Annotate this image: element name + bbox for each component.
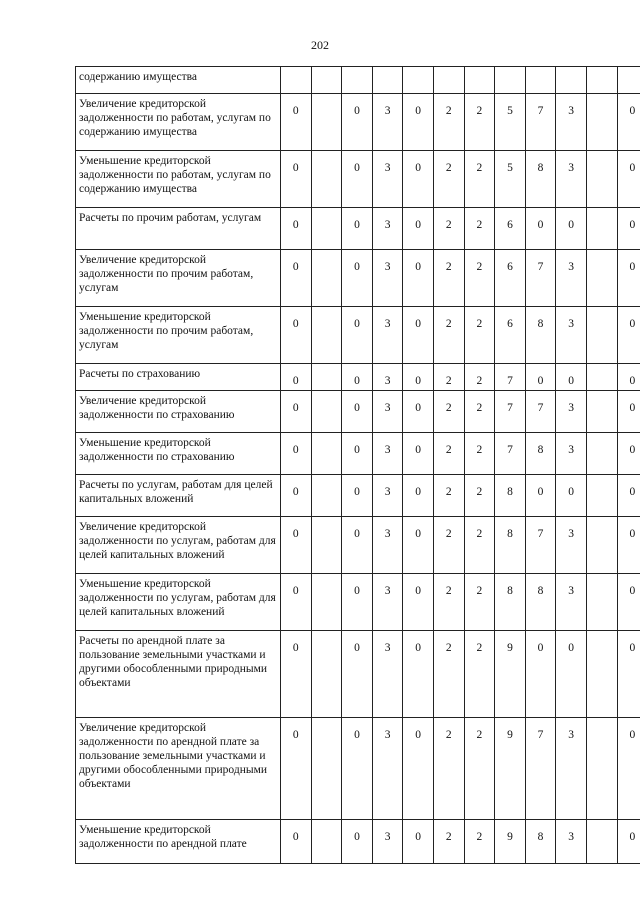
code-digit-cell: 0 — [525, 631, 556, 718]
code-digit-cell: 9 — [495, 718, 526, 820]
code-digit-cell: 0 — [617, 151, 640, 208]
code-digit-cell: 0 — [403, 250, 434, 307]
code-digit-cell — [311, 475, 342, 517]
code-digit-cell: 2 — [464, 517, 495, 574]
code-digit-cell: 3 — [372, 208, 403, 250]
table-row — [76, 94, 640, 151]
code-digit-cell — [586, 250, 617, 307]
account-name-cell: Уменьшение кредиторской задолженности по прочим работам, услугам — [76, 307, 281, 364]
code-digit-cell — [586, 718, 617, 820]
code-digit-cell: 0 — [281, 364, 312, 391]
code-digit-cell: 0 — [617, 517, 640, 574]
code-digit-cell: 0 — [342, 433, 373, 475]
code-digit-cell: 3 — [556, 94, 587, 151]
code-digit-cell: 0 — [403, 433, 434, 475]
code-digit-cell — [586, 307, 617, 364]
code-digit-cell: 0 — [617, 433, 640, 475]
account-name-cell: Увеличение кредиторской задолженности по арендной плате за пользование земельными участками и другими обособленными природными объектами — [76, 718, 281, 820]
code-digit-cell: 0 — [342, 364, 373, 391]
account-name-cell: Уменьшение кредиторской задолженности по услугам, работам для целей капитальных вложений — [76, 574, 281, 631]
code-digit-cell: 0 — [403, 820, 434, 864]
code-digit-cell: 0 — [617, 208, 640, 250]
account-name-cell: Уменьшение кредиторской задолженности по работам, услугам по содержанию имущества — [76, 151, 281, 208]
code-digit-cell: 0 — [403, 391, 434, 433]
code-digit-cell: 3 — [556, 151, 587, 208]
code-digit-cell — [586, 820, 617, 864]
code-digit-cell: 0 — [342, 820, 373, 864]
code-digit-cell: 0 — [403, 364, 434, 391]
code-digit-cell: 0 — [617, 475, 640, 517]
code-digit-cell: 0 — [342, 718, 373, 820]
code-digit-cell: 3 — [372, 151, 403, 208]
code-digit-cell: 3 — [372, 718, 403, 820]
table-row — [76, 433, 640, 475]
code-digit-cell: 0 — [342, 475, 373, 517]
code-digit-cell: 2 — [464, 718, 495, 820]
code-digit-cell: 0 — [617, 94, 640, 151]
code-digit-cell — [586, 208, 617, 250]
code-digit-cell: 3 — [556, 517, 587, 574]
table-row — [76, 475, 640, 517]
code-digit-cell: 0 — [617, 718, 640, 820]
code-digit-cell: 0 — [342, 574, 373, 631]
code-digit-cell: 0 — [403, 574, 434, 631]
code-digit-cell: 0 — [342, 307, 373, 364]
code-digit-cell: 0 — [281, 718, 312, 820]
code-digit-cell: 0 — [617, 391, 640, 433]
code-digit-cell: 7 — [525, 718, 556, 820]
code-digit-cell: 3 — [372, 631, 403, 718]
code-digit-cell: 2 — [464, 631, 495, 718]
table-row — [76, 250, 640, 307]
code-digit-cell: 0 — [403, 151, 434, 208]
code-digit-cell: 7 — [495, 433, 526, 475]
account-name-cell: содержанию имущества — [76, 67, 281, 94]
code-digit-cell: 2 — [433, 364, 464, 391]
code-digit-cell: 0 — [281, 250, 312, 307]
code-digit-cell: 0 — [403, 307, 434, 364]
code-digit-cell — [311, 631, 342, 718]
table-row — [76, 517, 640, 574]
code-digit-cell — [586, 67, 617, 94]
code-digit-cell: 8 — [495, 517, 526, 574]
code-digit-cell — [311, 364, 342, 391]
table-row — [76, 151, 640, 208]
account-name-cell: Расчеты по услугам, работам для целей капитальных вложений — [76, 475, 281, 517]
code-digit-cell: 3 — [372, 820, 403, 864]
code-digit-cell — [311, 208, 342, 250]
code-digit-cell: 3 — [556, 307, 587, 364]
account-name-cell: Расчеты по арендной плате за пользование земельными участками и другими обособленными природными объектами — [76, 631, 281, 718]
code-digit-cell: 0 — [342, 151, 373, 208]
code-digit-cell — [586, 574, 617, 631]
code-digit-cell: 3 — [372, 307, 403, 364]
code-digit-cell: 0 — [281, 208, 312, 250]
code-digit-cell — [495, 67, 526, 94]
code-digit-cell: 2 — [433, 151, 464, 208]
code-digit-cell: 0 — [403, 94, 434, 151]
code-digit-cell — [311, 94, 342, 151]
code-digit-cell: 8 — [525, 151, 556, 208]
code-digit-cell: 0 — [281, 391, 312, 433]
code-digit-cell — [372, 67, 403, 94]
code-digit-cell — [586, 631, 617, 718]
code-digit-cell — [311, 517, 342, 574]
code-digit-cell: 6 — [495, 307, 526, 364]
code-digit-cell: 3 — [556, 433, 587, 475]
code-digit-cell: 7 — [525, 517, 556, 574]
account-name-cell: Увеличение кредиторской задолженности по работам, услугам по содержанию имущества — [76, 94, 281, 151]
account-code-table — [75, 66, 640, 864]
code-digit-cell: 7 — [495, 364, 526, 391]
code-digit-cell: 0 — [281, 307, 312, 364]
code-digit-cell: 8 — [525, 820, 556, 864]
code-digit-cell: 2 — [433, 718, 464, 820]
code-digit-cell: 0 — [617, 820, 640, 864]
code-digit-cell: 2 — [464, 307, 495, 364]
code-digit-cell — [586, 433, 617, 475]
code-digit-cell: 0 — [403, 208, 434, 250]
code-digit-cell: 3 — [372, 94, 403, 151]
account-name-cell: Расчеты по страхованию — [76, 364, 281, 391]
code-digit-cell: 2 — [464, 151, 495, 208]
code-digit-cell: 0 — [525, 364, 556, 391]
code-digit-cell: 8 — [525, 433, 556, 475]
code-digit-cell: 0 — [281, 631, 312, 718]
code-digit-cell: 2 — [464, 208, 495, 250]
code-digit-cell: 2 — [464, 364, 495, 391]
code-digit-cell: 2 — [464, 94, 495, 151]
code-digit-cell: 0 — [617, 250, 640, 307]
code-digit-cell: 2 — [433, 475, 464, 517]
code-digit-cell: 0 — [617, 631, 640, 718]
code-digit-cell: 5 — [495, 151, 526, 208]
code-digit-cell: 3 — [556, 718, 587, 820]
code-digit-cell: 0 — [525, 208, 556, 250]
code-digit-cell: 0 — [281, 574, 312, 631]
code-digit-cell — [586, 94, 617, 151]
account-name-cell: Уменьшение кредиторской задолженности по страхованию — [76, 433, 281, 475]
code-digit-cell: 7 — [525, 391, 556, 433]
code-digit-cell: 2 — [433, 208, 464, 250]
code-digit-cell: 2 — [433, 94, 464, 151]
code-digit-cell: 3 — [372, 250, 403, 307]
account-name-cell: Увеличение кредиторской задолженности по страхованию — [76, 391, 281, 433]
code-digit-cell: 5 — [495, 94, 526, 151]
code-digit-cell: 0 — [617, 364, 640, 391]
code-digit-cell — [311, 820, 342, 864]
account-name-cell: Увеличение кредиторской задолженности по услугам, работам для целей капитальных вложений — [76, 517, 281, 574]
code-digit-cell: 2 — [433, 391, 464, 433]
code-digit-cell: 0 — [342, 208, 373, 250]
code-digit-cell: 2 — [464, 250, 495, 307]
code-digit-cell: 9 — [495, 820, 526, 864]
code-digit-cell: 0 — [342, 94, 373, 151]
code-digit-cell — [586, 151, 617, 208]
code-digit-cell: 0 — [342, 391, 373, 433]
code-digit-cell: 3 — [556, 820, 587, 864]
code-digit-cell: 2 — [433, 631, 464, 718]
code-digit-cell — [586, 364, 617, 391]
code-digit-cell: 2 — [433, 517, 464, 574]
code-digit-cell: 0 — [403, 475, 434, 517]
code-digit-cell — [281, 67, 312, 94]
code-digit-cell — [433, 67, 464, 94]
code-digit-cell: 2 — [464, 574, 495, 631]
code-digit-cell: 0 — [342, 517, 373, 574]
code-digit-cell: 2 — [464, 391, 495, 433]
code-digit-cell: 7 — [525, 94, 556, 151]
code-digit-cell: 3 — [556, 574, 587, 631]
table-row — [76, 208, 640, 250]
code-digit-cell: 8 — [525, 307, 556, 364]
code-digit-cell: 0 — [281, 475, 312, 517]
code-digit-cell: 7 — [525, 250, 556, 307]
code-digit-cell: 0 — [281, 94, 312, 151]
code-digit-cell: 8 — [495, 475, 526, 517]
table-row — [76, 307, 640, 364]
code-digit-cell: 0 — [525, 475, 556, 517]
code-digit-cell: 3 — [556, 391, 587, 433]
code-digit-cell: 2 — [433, 433, 464, 475]
code-digit-cell: 0 — [556, 475, 587, 517]
code-digit-cell: 7 — [495, 391, 526, 433]
table-row — [76, 391, 640, 433]
code-digit-cell — [617, 67, 640, 94]
code-digit-cell: 3 — [556, 250, 587, 307]
code-digit-cell: 0 — [281, 820, 312, 864]
code-digit-cell: 2 — [464, 820, 495, 864]
table-row — [76, 820, 640, 864]
code-digit-cell — [586, 475, 617, 517]
account-name-cell: Уменьшение кредиторской задолженности по арендной плате — [76, 820, 281, 864]
table-row — [76, 631, 640, 718]
code-digit-cell: 0 — [403, 517, 434, 574]
code-digit-cell: 8 — [525, 574, 556, 631]
code-digit-cell: 0 — [617, 307, 640, 364]
code-digit-cell: 2 — [464, 433, 495, 475]
code-digit-cell: 3 — [372, 433, 403, 475]
code-digit-cell: 6 — [495, 208, 526, 250]
code-digit-cell: 0 — [556, 631, 587, 718]
code-digit-cell: 9 — [495, 631, 526, 718]
page-number: 202 — [311, 38, 329, 52]
code-digit-cell — [556, 67, 587, 94]
code-digit-cell — [525, 67, 556, 94]
table-row — [76, 574, 640, 631]
code-digit-cell: 0 — [556, 208, 587, 250]
code-digit-cell — [311, 433, 342, 475]
code-digit-cell: 0 — [403, 631, 434, 718]
code-digit-cell: 3 — [372, 391, 403, 433]
code-digit-cell — [311, 718, 342, 820]
code-digit-cell: 0 — [342, 250, 373, 307]
table-row — [76, 67, 640, 94]
code-digit-cell: 2 — [433, 574, 464, 631]
code-digit-cell: 3 — [372, 517, 403, 574]
code-digit-cell: 0 — [281, 517, 312, 574]
code-digit-cell: 3 — [372, 364, 403, 391]
code-digit-cell: 0 — [617, 574, 640, 631]
code-digit-cell: 0 — [281, 151, 312, 208]
code-digit-cell: 0 — [403, 718, 434, 820]
code-digit-cell — [311, 67, 342, 94]
code-digit-cell: 2 — [464, 475, 495, 517]
code-digit-cell: 8 — [495, 574, 526, 631]
code-digit-cell — [464, 67, 495, 94]
code-digit-cell — [403, 67, 434, 94]
code-digit-cell: 3 — [372, 574, 403, 631]
code-digit-cell: 2 — [433, 307, 464, 364]
code-digit-cell: 6 — [495, 250, 526, 307]
table-row — [76, 718, 640, 820]
code-digit-cell: 0 — [556, 364, 587, 391]
code-digit-cell — [586, 517, 617, 574]
code-digit-cell: 2 — [433, 820, 464, 864]
code-digit-cell — [342, 67, 373, 94]
code-digit-cell — [311, 574, 342, 631]
table-body — [76, 67, 640, 864]
code-digit-cell — [311, 391, 342, 433]
code-digit-cell — [586, 391, 617, 433]
code-digit-cell: 2 — [433, 250, 464, 307]
code-digit-cell: 3 — [372, 475, 403, 517]
code-digit-cell — [311, 250, 342, 307]
table-row — [76, 364, 640, 391]
code-digit-cell: 0 — [281, 433, 312, 475]
code-digit-cell — [311, 307, 342, 364]
code-digit-cell — [311, 151, 342, 208]
account-name-cell: Расчеты по прочим работам, услугам — [76, 208, 281, 250]
code-digit-cell: 0 — [342, 631, 373, 718]
account-name-cell: Увеличение кредиторской задолженности по прочим работам, услугам — [76, 250, 281, 307]
